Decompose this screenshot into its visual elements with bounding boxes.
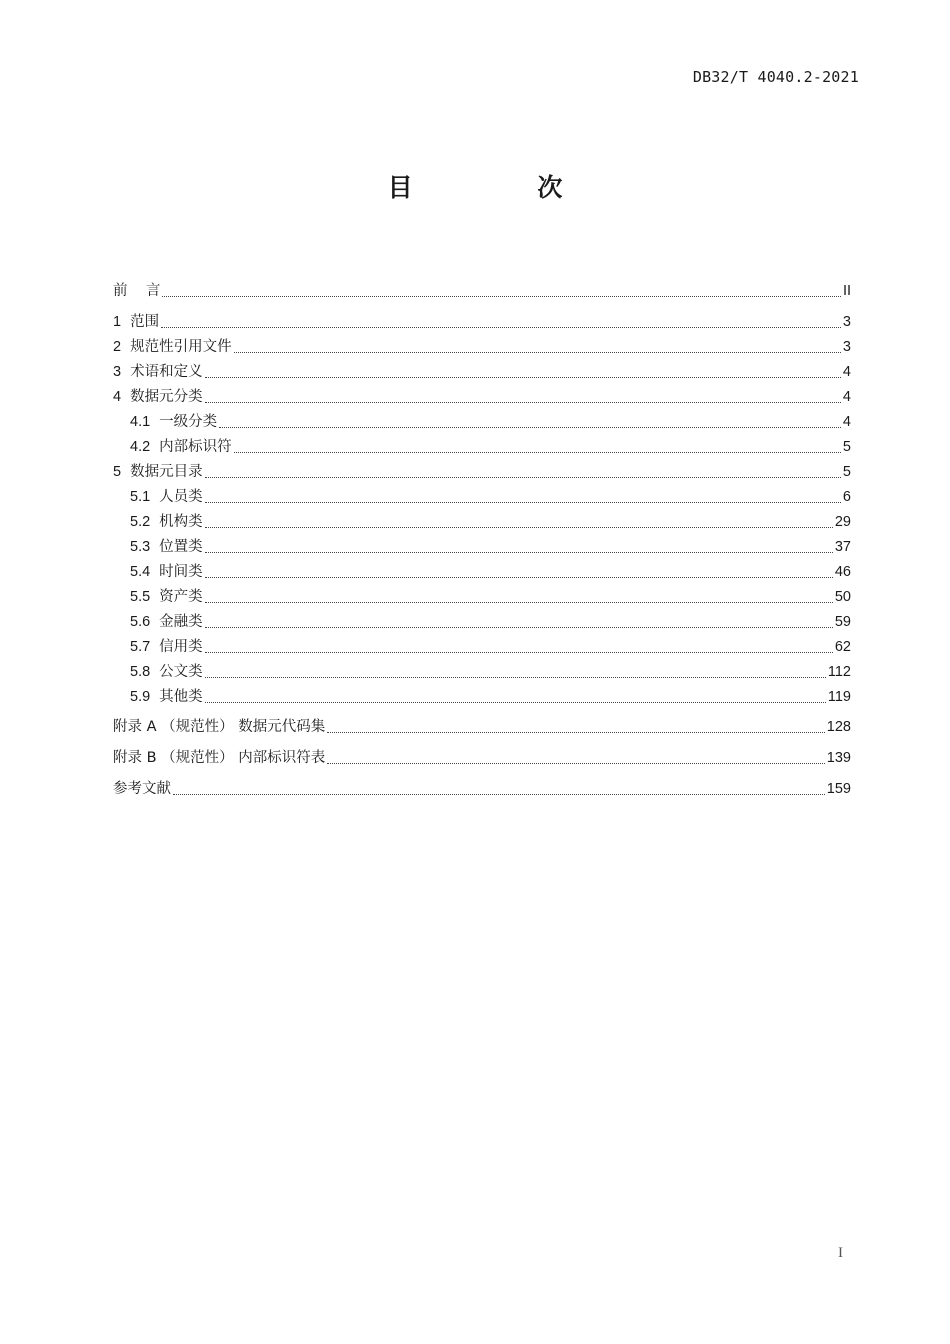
toc-dot-leader bbox=[205, 676, 826, 678]
toc-entry-number: 5.6 bbox=[130, 614, 151, 630]
toc-entry-label bbox=[113, 461, 203, 483]
toc-dot-leader bbox=[205, 526, 833, 528]
toc-entry-page: 5 bbox=[842, 464, 851, 480]
toc-entry-page: 139 bbox=[826, 750, 851, 766]
toc-entry[interactable] bbox=[130, 436, 851, 458]
toc-entry-title: 公文类 bbox=[159, 664, 203, 680]
toc-entry-number: 5.5 bbox=[130, 589, 151, 605]
toc-dot-leader bbox=[205, 576, 833, 578]
standard-code: DB32/T 4040.2-2021 bbox=[692, 68, 859, 86]
toc-entry-page: 4 bbox=[842, 389, 851, 405]
toc-entry-title: 附录 B （规范性） 内部标识符表 bbox=[113, 750, 326, 766]
toc-entry-title: 金融类 bbox=[159, 614, 203, 630]
toc-entry-label bbox=[113, 386, 203, 408]
toc-entry[interactable] bbox=[130, 561, 851, 583]
toc-entry[interactable] bbox=[113, 361, 851, 383]
toc-entry-title: 参考文献 bbox=[113, 781, 171, 797]
toc-entry-label bbox=[113, 311, 159, 333]
toc-entry[interactable] bbox=[113, 336, 851, 358]
toc-entry-label bbox=[130, 586, 203, 608]
toc-entry-number: 1 bbox=[113, 314, 122, 330]
toc-entry-title: 范围 bbox=[130, 314, 160, 330]
toc-entry-title: 规范性引用文件 bbox=[130, 339, 232, 355]
toc-entry-label bbox=[130, 661, 203, 683]
toc-dot-leader bbox=[234, 351, 841, 353]
toc-entry-label bbox=[130, 486, 203, 508]
toc-dot-leader bbox=[205, 501, 841, 503]
toc-entry-title: 其他类 bbox=[159, 689, 203, 705]
toc-entry-page: 4 bbox=[842, 414, 851, 430]
toc-entry-title: 内部标识符 bbox=[159, 439, 232, 455]
toc-dot-leader bbox=[205, 651, 833, 653]
toc-entry[interactable] bbox=[130, 611, 851, 633]
toc-entry-title: 一级分类 bbox=[159, 414, 218, 430]
toc-entry[interactable] bbox=[130, 636, 851, 658]
toc-dot-leader bbox=[205, 626, 833, 628]
toc-entry-page: 5 bbox=[842, 439, 851, 455]
toc-entry-page: 4 bbox=[842, 364, 851, 380]
toc-entry[interactable] bbox=[130, 586, 851, 608]
toc-entry[interactable] bbox=[113, 747, 851, 769]
toc-entry-number: 5.7 bbox=[130, 639, 151, 655]
toc-entry-number: 5.2 bbox=[130, 514, 151, 530]
toc-entry[interactable] bbox=[113, 386, 851, 408]
toc-dot-leader bbox=[234, 451, 841, 453]
toc-entry-label bbox=[113, 336, 232, 358]
toc-entry-page: 128 bbox=[826, 719, 851, 735]
toc-entry-title: 信用类 bbox=[159, 639, 203, 655]
toc-entry-number: 2 bbox=[113, 339, 122, 355]
toc-entry-number: 3 bbox=[113, 364, 122, 380]
toc-entry-page: 159 bbox=[826, 781, 851, 797]
toc-entry-title: 人员类 bbox=[159, 489, 203, 505]
toc-entry-title: 前 言 bbox=[113, 283, 161, 299]
toc-entry[interactable] bbox=[130, 661, 851, 683]
toc-entry-number: 5.3 bbox=[130, 539, 151, 555]
toc-entry[interactable] bbox=[113, 716, 851, 738]
toc-entry[interactable] bbox=[130, 511, 851, 533]
toc-entry-page: 3 bbox=[842, 339, 851, 355]
toc-entry-page: 3 bbox=[842, 314, 851, 330]
toc-entry-number: 5.4 bbox=[130, 564, 151, 580]
toc-entry-number: 5.1 bbox=[130, 489, 151, 505]
toc-entry-label bbox=[130, 411, 217, 433]
toc-entry[interactable] bbox=[130, 536, 851, 558]
toc-entry[interactable] bbox=[130, 486, 851, 508]
toc-entry-title: 附录 A （规范性） 数据元代码集 bbox=[113, 719, 326, 735]
toc-entry-page: II bbox=[842, 283, 851, 299]
toc-entry-number: 4 bbox=[113, 389, 122, 405]
toc-dot-leader bbox=[205, 701, 826, 703]
toc-entry-number: 4.1 bbox=[130, 414, 151, 430]
toc-entry-label bbox=[130, 511, 203, 533]
toc-dot-leader bbox=[205, 376, 841, 378]
toc-dot-leader bbox=[219, 426, 841, 428]
toc-entry-title: 数据元目录 bbox=[130, 464, 203, 480]
toc-entry-number: 4.2 bbox=[130, 439, 151, 455]
toc-dot-leader bbox=[327, 762, 825, 764]
toc-dot-leader bbox=[173, 793, 825, 795]
toc-entry-page: 119 bbox=[827, 689, 851, 705]
toc-dot-leader bbox=[205, 476, 841, 478]
toc-entry-label bbox=[130, 436, 232, 458]
toc-entry-title: 数据元分类 bbox=[130, 389, 203, 405]
toc-entry-page: 59 bbox=[834, 614, 851, 630]
toc-entry-number: 5.9 bbox=[130, 689, 151, 705]
toc-entry-page: 37 bbox=[834, 539, 851, 555]
toc-entry-title: 资产类 bbox=[159, 589, 203, 605]
toc-title: 目 次 bbox=[387, 173, 621, 202]
toc-entry-label bbox=[113, 716, 325, 738]
toc-entry[interactable] bbox=[113, 280, 851, 302]
toc-entry-page: 62 bbox=[834, 639, 851, 655]
toc-entry-label bbox=[130, 686, 203, 708]
toc-entry-title: 时间类 bbox=[159, 564, 203, 580]
toc-dot-leader bbox=[327, 731, 825, 733]
toc-entry-page: 50 bbox=[834, 589, 851, 605]
toc-entry[interactable] bbox=[113, 311, 851, 333]
toc-entry[interactable] bbox=[113, 778, 851, 800]
toc-dot-leader bbox=[161, 326, 841, 328]
toc-entry[interactable] bbox=[130, 686, 851, 708]
toc-entry-label bbox=[130, 561, 203, 583]
toc-entry-label bbox=[113, 361, 203, 383]
toc-entry[interactable] bbox=[113, 461, 851, 483]
toc-entry-number: 5.8 bbox=[130, 664, 151, 680]
toc-dot-leader bbox=[162, 295, 841, 297]
page-number: I bbox=[838, 1245, 843, 1261]
toc-entry-label bbox=[113, 280, 160, 302]
toc-entry-page: 46 bbox=[834, 564, 851, 580]
toc-entry-label bbox=[130, 611, 203, 633]
toc-entry-label bbox=[113, 747, 325, 769]
toc-entry-label bbox=[113, 778, 171, 800]
toc-entry-number: 5 bbox=[113, 464, 122, 480]
toc-entry-label bbox=[130, 536, 203, 558]
toc-dot-leader bbox=[205, 601, 833, 603]
toc-dot-leader bbox=[205, 551, 833, 553]
toc-entry-page: 6 bbox=[842, 489, 851, 505]
toc-entry-page: 29 bbox=[834, 514, 851, 530]
toc-entry-title: 位置类 bbox=[159, 539, 203, 555]
toc-entry-label bbox=[130, 636, 203, 658]
toc-entry-title: 机构类 bbox=[159, 514, 203, 530]
toc-dot-leader bbox=[205, 401, 841, 403]
toc-entry-title: 术语和定义 bbox=[130, 364, 203, 380]
toc-entry-page: 112 bbox=[827, 664, 851, 680]
toc-entry[interactable] bbox=[130, 411, 851, 433]
